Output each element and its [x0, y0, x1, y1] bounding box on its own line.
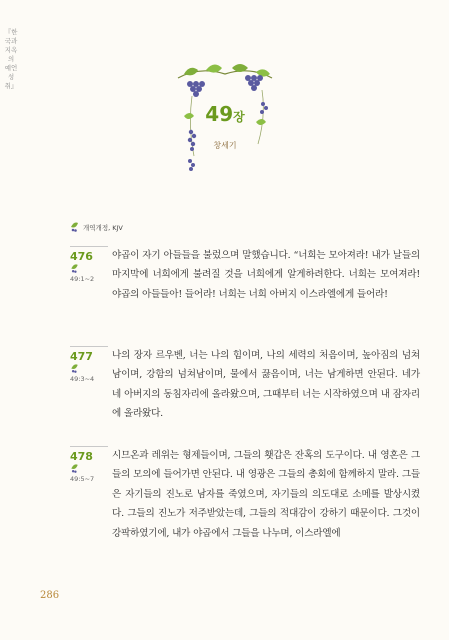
book-name: 창세기: [213, 141, 237, 150]
verse-text: 나의 장자 르우벤, 너는 나의 힘이며, 나의 세력의 처음이며, 높아짐의 넘쳐남이며, 강함의 넘쳐남이며, 물에서 끓음이며, 너는 남게하면 안된다. 네가 네 아버지의 동침자리에 올라왔으며, 그때부터 너는 시작하였으며 내 잠자리에 올라왔다.: [112, 350, 420, 420]
verse-index: 476: [70, 250, 93, 263]
leaf-icon: [70, 221, 79, 233]
version-label: [70, 221, 123, 233]
verse-reference: 49:1~2: [70, 275, 95, 283]
leaf-icon: [70, 263, 79, 274]
side-book-title: 『한국과 지옥의 예언 성취』: [4, 28, 18, 90]
leaf-icon: [70, 463, 79, 474]
verse-reference: 49:3~4: [70, 375, 95, 383]
verse-text: 시므온과 레위는 형제들이며, 그들의 횃갑은 잔혹의 도구이다. 내 영혼은 그들의 모의에 들어가면 안된다. 내 영광은 그들의 총회에 함께하지 말라. 그들은 자기들의 진노로 남자를 죽였으며, 자기들의 의도대로 소메를 발상시켰다. 그들의 진노가 저주받았는데, 그들의 적대감이 강하기 때문이다. 그것이 강팍하였기에, 내가 야곱에서 그들을 나누며, 이스라엘에: [112, 450, 420, 539]
verse-reference: 49:5~7: [70, 475, 95, 483]
verse-index: 478: [70, 450, 93, 463]
chapter-unit: 장: [233, 110, 245, 124]
divider: [70, 246, 108, 247]
chapter-number: 49: [205, 102, 234, 126]
page-number: 286: [40, 590, 60, 601]
chapter-heading: [195, 102, 255, 126]
verse-index: 477: [70, 350, 93, 363]
divider: [70, 346, 108, 347]
version-text: 개역개정, KJV: [83, 223, 123, 232]
divider: [70, 446, 108, 447]
verse-text: 야곱이 자기 아들들을 불렀으며 말했습니다. “너희는 모아져라! 내가 날들의 마지막에 너희에게 불려질 것을 너희에게 알게하려한다. 너희는 모여져라! 야곱의 아들들아! 들어라! 너희는 너희 아버지 이스라엘에게 들어라!: [112, 250, 420, 300]
leaf-icon: [70, 363, 79, 374]
